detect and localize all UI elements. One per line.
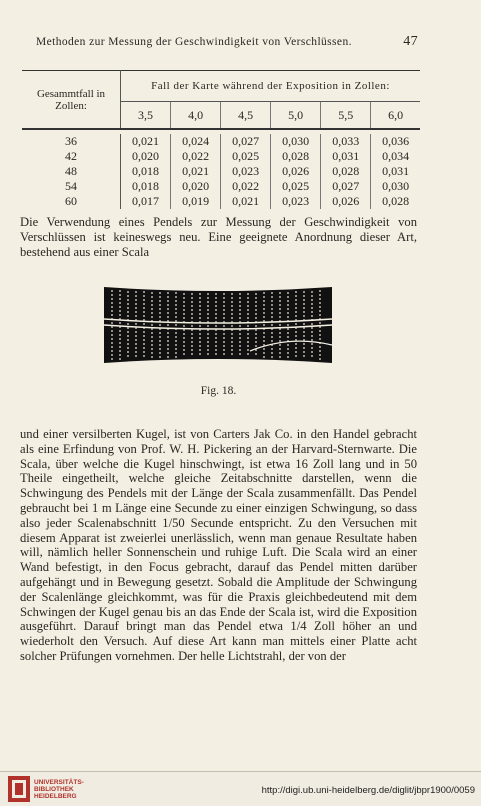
table-cell: 0,027 — [321, 179, 371, 194]
running-title: Methoden zur Messung der Geschwindigkeit von Verschlüssen. — [36, 36, 352, 48]
table-cell: 0,026 — [271, 164, 321, 179]
table-cell: 0,028 — [271, 149, 321, 164]
library-logo-icon — [8, 776, 30, 802]
column-header: 3,5 — [138, 107, 154, 122]
table-cell: 0,036 — [371, 134, 420, 149]
column-header: 6,0 — [371, 102, 420, 130]
table-row — [22, 179, 420, 194]
table-cell: 0,017 — [132, 194, 160, 208]
table-cell: 0,028 — [371, 194, 420, 209]
column-header: 4,0 — [171, 102, 221, 130]
table-cell: 0,025 — [221, 149, 271, 164]
library-name: UNIVERSITÄTS- BIBLIOTHEK HEIDELBERG — [34, 779, 84, 800]
table-cell: 0,021 — [221, 194, 271, 209]
row-header: Gesammtfall in Zollen: — [22, 71, 121, 130]
table-cell: 0,022 — [221, 179, 271, 194]
table-row — [22, 164, 420, 179]
table-cell: 0,031 — [321, 149, 371, 164]
data-table — [22, 70, 420, 209]
table-cell: 0,021 — [171, 164, 221, 179]
column-header: 5,5 — [321, 102, 371, 130]
table-row — [22, 134, 420, 149]
table-cell: 0,018 — [132, 164, 160, 178]
table-cell: 0,030 — [271, 134, 321, 149]
figure-caption: Fig. 18. — [200, 385, 237, 397]
table-row — [22, 194, 420, 209]
paragraph-main: und einer versilberten Kugel, ist von Carters Jak Co. in den Handel gebracht als eine Erfindung von Prof. W. H. Pickering an der Harvard-Sternwarte. Die Scala, über welche die Kugel hinschwingt, ist etwa 16 Zoll lang und in 50 Theile eingetheilt, welche gleiche Zeitabschnitte darstellen, wenn die Schwingung des Pendels mit der Länge der Scala zusammenfällt. Das Pendel gebraucht bei 1 m Länge eine Secunde zu einer einzigen Schwingung, so dass also jeder Scalenabschnitt 1/50 Secunde entspricht. Zu den Versuchen mit diesem Apparat ist zweierlei unerlässlich, wenn man genaue Resultate haben will, nämlich heller Sonnenschein und ruhige Luft. Die Scala wird an einer Wand befestigt, in den Focus gebracht, darauf das Pendel mitten darüber aufgehängt und in Bewegung gesetzt. Sobald die Amplitude der Schwingung der Scalenlänge gleichkommt, was für die Praxis gleichbedeutend mit dem Schwingen der Kugel genau bis an das Ende der Scala ist, wird die Exposition ausgeführt. Darauf bringt man das Pendel etwa 1/4 Zoll höher an und wiederholt den Versuch. Auf diese Art kann man mittels einer Platte acht solcher Prüfungen vornehmen. Der helle Lichtstrahl, der von der — [20, 427, 417, 663]
paragraph-intro: Die Verwendung eines Pendels zur Messung der Geschwindigkeit von Verschlüssen ist keineswegs neu. Eine geeignete Anordnung dieser Art, bestehend aus einer Scala — [20, 215, 417, 259]
row-label: 60 — [22, 194, 121, 209]
table-cell: 0,031 — [371, 164, 420, 179]
table-cell: 0,033 — [321, 134, 371, 149]
source-url[interactable]: http://digi.ub.uni-heidelberg.de/diglit/jbpr1900/0059 — [261, 785, 475, 796]
column-header: 4,5 — [221, 102, 271, 130]
table-cell: 0,025 — [271, 179, 321, 194]
pendulum-scale-illustration — [100, 285, 336, 365]
scale-figure — [100, 285, 336, 365]
table-cell: 0,020 — [132, 149, 160, 163]
running-header — [36, 36, 416, 48]
table-cell: 0,018 — [132, 179, 160, 193]
page-number: 47 — [403, 34, 418, 49]
table-cell: 0,030 — [371, 179, 420, 194]
table-cell: 0,034 — [371, 149, 420, 164]
row-label: 42 — [22, 149, 121, 164]
column-header: 5,0 — [271, 102, 321, 130]
table-cell: 0,020 — [171, 179, 221, 194]
row-label: 48 — [22, 164, 121, 179]
table-cell: 0,023 — [271, 194, 321, 209]
table-cell: 0,022 — [171, 149, 221, 164]
table-cell: 0,019 — [171, 194, 221, 209]
row-label: 54 — [22, 179, 121, 194]
table-cell: 0,021 — [132, 134, 160, 148]
table-cell: 0,028 — [321, 164, 371, 179]
table-cell: 0,023 — [221, 164, 271, 179]
table-row — [22, 149, 420, 164]
table-cell: 0,026 — [321, 194, 371, 209]
footer-bar — [0, 771, 481, 806]
table-cell: 0,024 — [171, 134, 221, 149]
table-cell: 0,027 — [221, 134, 271, 149]
row-label: 36 — [22, 134, 121, 149]
group-header: Fall der Karte während der Exposition in Zollen: — [121, 71, 421, 102]
